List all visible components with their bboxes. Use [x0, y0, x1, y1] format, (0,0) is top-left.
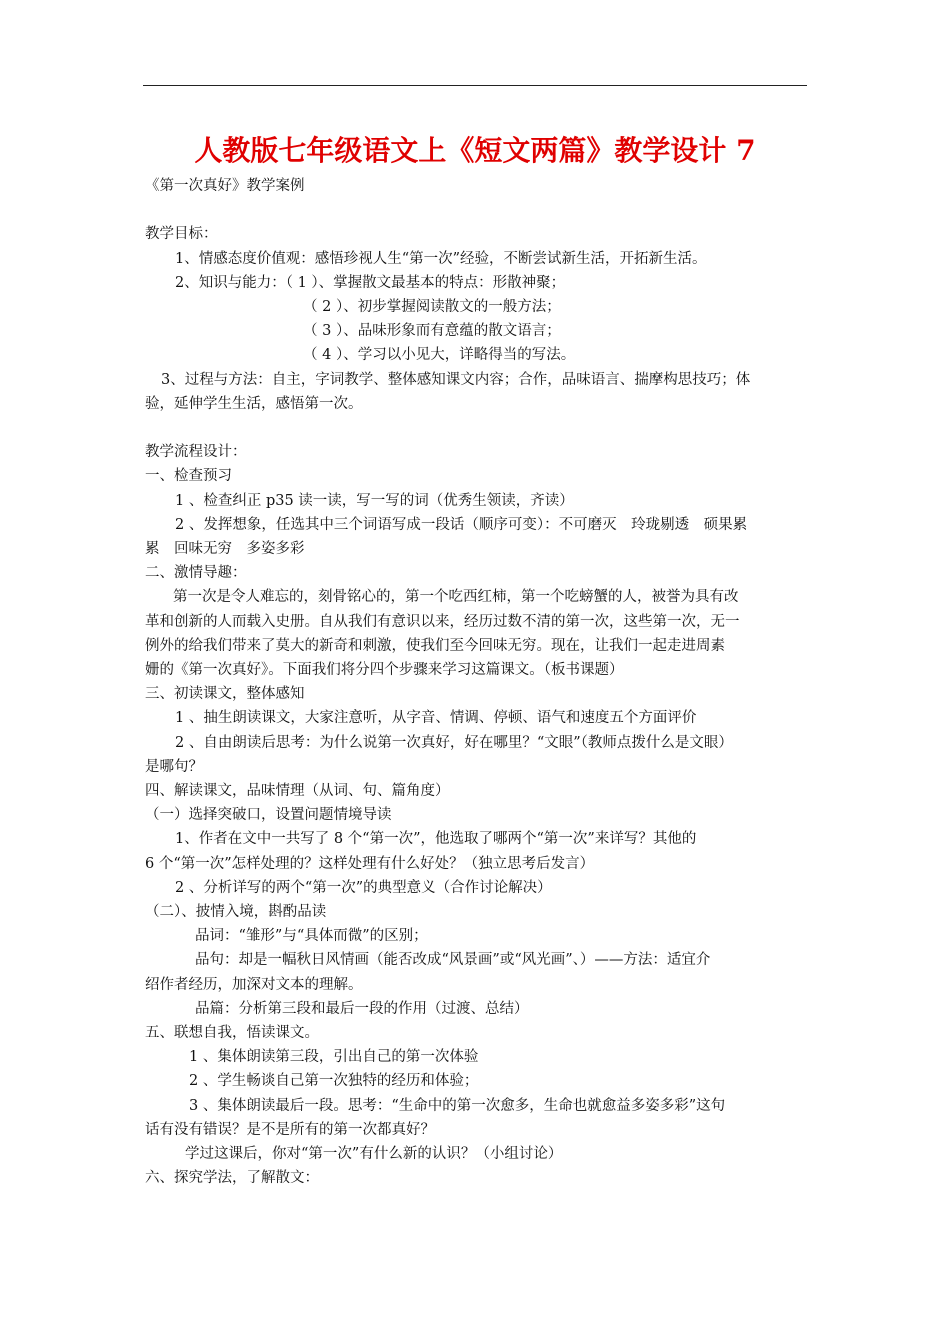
text-line: 二、激情导趣：: [145, 565, 247, 582]
text-line: 五、联想自我，悟读课文。: [145, 1025, 319, 1042]
text-line: 革和创新的人而载入史册。自从我们有意识以来，经历过数不清的第一次，这些第一次，无一: [145, 613, 740, 630]
text-line: 1 、集体朗读第三段，引出自己的第一次体验: [189, 1049, 479, 1066]
text-line: 例外的给我们带来了莫大的新奇和刺激，使我们至今回味无穷。现在，让我们一起走进周素: [145, 637, 725, 654]
text-line: 品词：“雏形”与“具体而微”的区别；: [195, 928, 428, 945]
text-line: 1 、检查纠正 p35 读一读，写一写的词（优秀生领读，齐读）: [175, 492, 574, 509]
text-line: 六、探究学法，了解散文：: [145, 1170, 319, 1187]
text-line: 教学流程设计：: [145, 444, 247, 461]
text-line: 教学目标：: [145, 226, 218, 243]
text-line: 3 、集体朗读最后一段。思考：“生命中的第一次愈多，生命也就愈益多姿多彩”这句: [189, 1097, 726, 1114]
text-line: 3、过程与方法：自主，字词教学、整体感知课文内容；合作，品味语言、揣摩构思技巧；体: [161, 371, 751, 388]
text-line: 品句：却是一幅秋日风情画（能否改成“风景画”或“风光画”、）——方法：适宜介: [195, 952, 711, 969]
text-line: 学过这课后，你对“第一次”有什么新的认识？（小组讨论）: [185, 1146, 563, 1163]
text-line: 2 、自由朗读后思考：为什么说第一次真好，好在哪里？“文眼”（教师点拨什么是文眼）: [175, 734, 733, 751]
text-line: 话有没有错误？是不是所有的第一次都真好？: [145, 1121, 435, 1138]
text-line: （ 3 ）、品味形象而有意蕴的散文语言；: [303, 323, 561, 340]
text-line: 一、检查预习: [145, 468, 232, 485]
text-line: （ 2 ）、初步掌握阅读散文的一般方法；: [303, 299, 561, 315]
text-line: 1、情感态度价值观：感悟珍视人生“第一次”经验，不断尝试新生活，开拓新生活。: [175, 250, 707, 267]
blank-line: [145, 198, 807, 222]
header-rule: [143, 85, 807, 86]
text-line: 《第一次真好》教学案例: [145, 178, 305, 194]
text-line: 1、作者在文中一共写了 8 个“第一次”，他选取了哪两个“第一次”来详写？其他的: [175, 831, 697, 848]
text-line: 三、初读课文，整体感知: [145, 686, 305, 703]
text-line: 姗的《第一次真好》。下面我们将分四个步骤来学习这篇课文。（板书课题）: [145, 662, 624, 679]
text-line: 验，延伸学生生活，感悟第一次。: [145, 395, 363, 412]
text-line: 第一次是令人难忘的，刻骨铭心的，第一个吃西红柿，第一个吃螃蟹的人，被誉为具有改: [173, 589, 739, 606]
text-line: （二）、披情入境，斟酌品读: [145, 904, 327, 921]
text-line: 2 、发挥想象，任选其中三个词语写成一段话（顺序可变）：不可磨灭 玲珑剔透 硕果累: [175, 516, 748, 533]
text-line: 是哪句？: [145, 758, 203, 775]
blank-line: [145, 416, 807, 440]
document-title: 人教版七年级语文上《短文两篇》教学设计 7: [194, 134, 756, 167]
text-line: 累 回味无穷 多姿多彩: [145, 541, 305, 558]
text-line: （一）选择突破口，设置问题情境导读: [145, 807, 392, 824]
text-line: 四、解读课文，品味情理（从词、句、篇角度）: [145, 783, 450, 800]
text-line: （ 4 ）、学习以小见大，详略得当的写法。: [303, 347, 576, 364]
text-line: 1 、抽生朗读课文，大家注意听，从字音、情调、停顿、语气和速度五个方面评价: [175, 710, 697, 727]
text-line: 2、知识与能力：（ 1 ）、掌握散文最基本的特点：形散神聚；: [175, 274, 566, 291]
document-body: [145, 174, 807, 1191]
text-line: 绍作者经历，加深对文本的理解。: [145, 976, 363, 993]
text-line: 品篇：分析第三段和最后一段的作用（过渡、总结）: [195, 1000, 529, 1017]
text-line: 6 个“第一次”怎样处理的？这样处理有什么好处？（独立思考后发言）: [145, 855, 595, 872]
text-line: 2 、分析详写的两个“第一次”的典型意义（合作讨论解决）: [175, 879, 552, 896]
text-line: 2 、学生畅谈自己第一次独特的经历和体验；: [189, 1073, 479, 1090]
